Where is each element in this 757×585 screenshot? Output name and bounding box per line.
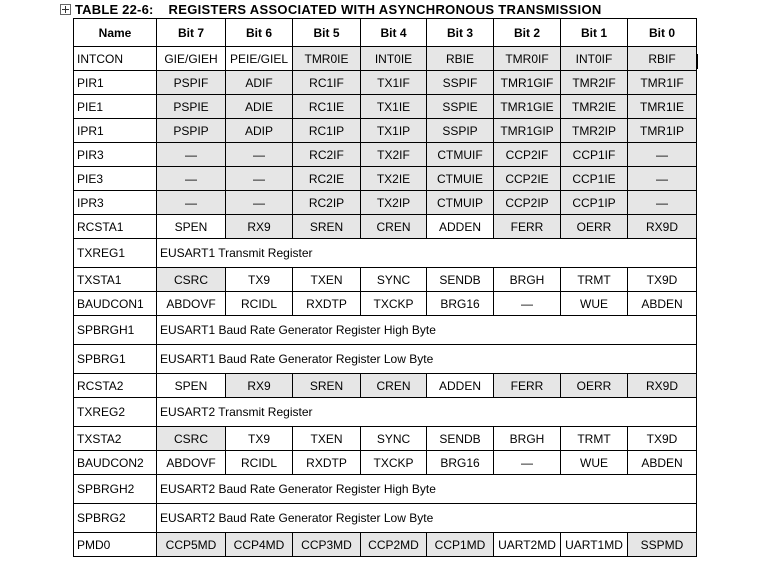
bit-cell-0: — [628, 167, 697, 191]
bit-cell-0: ABDEN [628, 451, 697, 475]
bit-cell-5: RC2IF [293, 143, 361, 167]
header-row [74, 19, 697, 47]
table-move-handle-icon[interactable] [60, 4, 71, 15]
bit-cell-4: TX1IP [361, 119, 427, 143]
bit-cell-2: CCP2IP [494, 191, 561, 215]
table-row [74, 475, 697, 504]
bit-cell-2: TMR0IF [494, 47, 561, 71]
bit-cell-7: CSRC [157, 427, 226, 451]
header-bit-3: Bit 3 [427, 19, 494, 47]
register-name: TXREG2 [74, 398, 157, 427]
bit-cell-3: ADDEN [427, 374, 494, 398]
bit-cell-2: UART2MD [494, 533, 561, 557]
table-row [74, 292, 697, 316]
bit-cell-7: PSPIP [157, 119, 226, 143]
bit-cell-6: ADIE [226, 95, 293, 119]
table-caption [60, 1, 602, 17]
bit-cell-3: CCP1MD [427, 533, 494, 557]
bit-cell-5: RXDTP [293, 451, 361, 475]
bit-cell-3: SENDB [427, 268, 494, 292]
register-name: PIE1 [74, 95, 157, 119]
bit-cell-0: — [628, 143, 697, 167]
bit-cell-2: TMR1GIP [494, 119, 561, 143]
table-row [74, 504, 697, 533]
table-row [74, 533, 697, 557]
bit-cell-4: TX2IP [361, 191, 427, 215]
bit-cell-1: CCP1IP [561, 191, 628, 215]
table-row [74, 167, 697, 191]
bit-cell-1: UART1MD [561, 533, 628, 557]
bit-cell-4: TX2IF [361, 143, 427, 167]
bit-cell-1: TMR2IF [561, 71, 628, 95]
header-bit-1: Bit 1 [561, 19, 628, 47]
bit-cell-2: — [494, 292, 561, 316]
register-description: EUSART2 Baud Rate Generator Register Low Byte [157, 504, 697, 533]
bit-cell-2: TMR1GIF [494, 71, 561, 95]
table-row [74, 95, 697, 119]
bit-cell-1: WUE [561, 451, 628, 475]
table-row [74, 451, 697, 475]
bit-cell-7: PSPIF [157, 71, 226, 95]
table-row [74, 71, 697, 95]
text-cursor [697, 54, 698, 69]
bit-cell-1: INT0IF [561, 47, 628, 71]
bit-cell-0: TMR1IE [628, 95, 697, 119]
bit-cell-7: ABDOVF [157, 292, 226, 316]
bit-cell-2: BRGH [494, 268, 561, 292]
register-name: TXSTA2 [74, 427, 157, 451]
register-description: EUSART1 Transmit Register [157, 239, 697, 268]
register-name: BAUDCON1 [74, 292, 157, 316]
bit-cell-0: RBIF [628, 47, 697, 71]
bit-cell-5: RC2IP [293, 191, 361, 215]
bit-cell-3: SENDB [427, 427, 494, 451]
header-bit-7: Bit 7 [157, 19, 226, 47]
bit-cell-2: BRGH [494, 427, 561, 451]
register-description: EUSART1 Baud Rate Generator Register Low Byte [157, 345, 697, 374]
table-row [74, 215, 697, 239]
register-name: PMD0 [74, 533, 157, 557]
bit-cell-6: — [226, 167, 293, 191]
bit-cell-0: ABDEN [628, 292, 697, 316]
bit-cell-3: BRG16 [427, 292, 494, 316]
register-name: RCSTA2 [74, 374, 157, 398]
register-name: INTCON [74, 47, 157, 71]
bit-cell-4: CREN [361, 215, 427, 239]
table-number: TABLE 22-6: [75, 1, 154, 17]
bit-cell-1: TRMT [561, 268, 628, 292]
bit-cell-4: TX1IE [361, 95, 427, 119]
bit-cell-4: SYNC [361, 268, 427, 292]
bit-cell-7: ABDOVF [157, 451, 226, 475]
bit-cell-6: RX9 [226, 374, 293, 398]
bit-cell-4: SYNC [361, 427, 427, 451]
table-row [74, 374, 697, 398]
header-bit-6: Bit 6 [226, 19, 293, 47]
header-bit-0: Bit 0 [628, 19, 697, 47]
bit-cell-1: WUE [561, 292, 628, 316]
bit-cell-5: CCP3MD [293, 533, 361, 557]
bit-cell-5: TXEN [293, 268, 361, 292]
bit-cell-3: CTMUIP [427, 191, 494, 215]
bit-cell-7: PSPIE [157, 95, 226, 119]
bit-cell-4: CCP2MD [361, 533, 427, 557]
register-name: SPBRG2 [74, 504, 157, 533]
bit-cell-5: RC1IE [293, 95, 361, 119]
bit-cell-7: CCP5MD [157, 533, 226, 557]
bit-cell-3: SSPIF [427, 71, 494, 95]
header-bit-2: Bit 2 [494, 19, 561, 47]
bit-cell-4: TX2IE [361, 167, 427, 191]
table-row [74, 345, 697, 374]
table-row [74, 143, 697, 167]
bit-cell-5: TMR0IE [293, 47, 361, 71]
bit-cell-3: BRG16 [427, 451, 494, 475]
register-name: SPBRGH1 [74, 316, 157, 345]
bit-cell-5: RXDTP [293, 292, 361, 316]
bit-cell-6: RCIDL [226, 451, 293, 475]
bit-cell-5: RC1IP [293, 119, 361, 143]
bit-cell-1: OERR [561, 374, 628, 398]
bit-cell-3: RBIE [427, 47, 494, 71]
register-name: IPR1 [74, 119, 157, 143]
bit-cell-6: RX9 [226, 215, 293, 239]
bit-cell-7: — [157, 143, 226, 167]
header-name: Name [74, 19, 157, 47]
bit-cell-4: TX1IF [361, 71, 427, 95]
bit-cell-7: — [157, 167, 226, 191]
bit-cell-2: FERR [494, 215, 561, 239]
bit-cell-7: CSRC [157, 268, 226, 292]
bit-cell-1: OERR [561, 215, 628, 239]
bit-cell-0: TX9D [628, 268, 697, 292]
bit-cell-1: TMR2IE [561, 95, 628, 119]
bit-cell-6: — [226, 143, 293, 167]
bit-cell-1: CCP1IE [561, 167, 628, 191]
register-name: PIR1 [74, 71, 157, 95]
table-title: REGISTERS ASSOCIATED WITH ASYNCHRONOUS TRANSMISSION [168, 1, 602, 17]
table-row [74, 316, 697, 345]
bit-cell-2: CCP2IE [494, 167, 561, 191]
table-row [74, 268, 697, 292]
header-bit-5: Bit 5 [293, 19, 361, 47]
bit-cell-1: TRMT [561, 427, 628, 451]
bit-cell-4: TXCKP [361, 292, 427, 316]
table-row [74, 427, 697, 451]
register-name: RCSTA1 [74, 215, 157, 239]
register-name: IPR3 [74, 191, 157, 215]
bit-cell-3: CTMUIF [427, 143, 494, 167]
bit-cell-0: RX9D [628, 215, 697, 239]
register-description: EUSART2 Baud Rate Generator Register High Byte [157, 475, 697, 504]
register-description: EUSART2 Transmit Register [157, 398, 697, 427]
register-name: TXSTA1 [74, 268, 157, 292]
register-name: PIE3 [74, 167, 157, 191]
register-name: BAUDCON2 [74, 451, 157, 475]
bit-cell-4: TXCKP [361, 451, 427, 475]
register-name: SPBRGH2 [74, 475, 157, 504]
bit-cell-2: TMR1GIE [494, 95, 561, 119]
bit-cell-5: SREN [293, 215, 361, 239]
table-row [74, 191, 697, 215]
bit-cell-5: TXEN [293, 427, 361, 451]
bit-cell-7: SPEN [157, 374, 226, 398]
bit-cell-7: — [157, 191, 226, 215]
table-row [74, 239, 697, 268]
register-name: PIR3 [74, 143, 157, 167]
bit-cell-1: TMR2IP [561, 119, 628, 143]
bit-cell-3: ADDEN [427, 215, 494, 239]
table-row [74, 398, 697, 427]
bit-cell-7: SPEN [157, 215, 226, 239]
bit-cell-6: ADIP [226, 119, 293, 143]
bit-cell-0: TMR1IF [628, 71, 697, 95]
header-bit-4: Bit 4 [361, 19, 427, 47]
bit-cell-4: INT0IE [361, 47, 427, 71]
bit-cell-2: CCP2IF [494, 143, 561, 167]
register-table [73, 18, 697, 557]
bit-cell-5: RC2IE [293, 167, 361, 191]
bit-cell-6: TX9 [226, 268, 293, 292]
bit-cell-6: TX9 [226, 427, 293, 451]
bit-cell-4: CREN [361, 374, 427, 398]
bit-cell-2: — [494, 451, 561, 475]
bit-cell-6: ADIF [226, 71, 293, 95]
table-row [74, 119, 697, 143]
register-description: EUSART1 Baud Rate Generator Register High Byte [157, 316, 697, 345]
bit-cell-7: GIE/GIEH [157, 47, 226, 71]
bit-cell-1: CCP1IF [561, 143, 628, 167]
bit-cell-0: — [628, 191, 697, 215]
bit-cell-3: SSPIE [427, 95, 494, 119]
bit-cell-3: SSPIP [427, 119, 494, 143]
bit-cell-6: CCP4MD [226, 533, 293, 557]
bit-cell-0: TMR1IP [628, 119, 697, 143]
bit-cell-2: FERR [494, 374, 561, 398]
bit-cell-6: PEIE/GIEL [226, 47, 293, 71]
bit-cell-0: TX9D [628, 427, 697, 451]
bit-cell-6: RCIDL [226, 292, 293, 316]
bit-cell-3: CTMUIE [427, 167, 494, 191]
table-row [74, 47, 697, 71]
bit-cell-0: SSPMD [628, 533, 697, 557]
bit-cell-0: RX9D [628, 374, 697, 398]
bit-cell-5: SREN [293, 374, 361, 398]
bit-cell-5: RC1IF [293, 71, 361, 95]
register-name: SPBRG1 [74, 345, 157, 374]
bit-cell-6: — [226, 191, 293, 215]
register-name: TXREG1 [74, 239, 157, 268]
